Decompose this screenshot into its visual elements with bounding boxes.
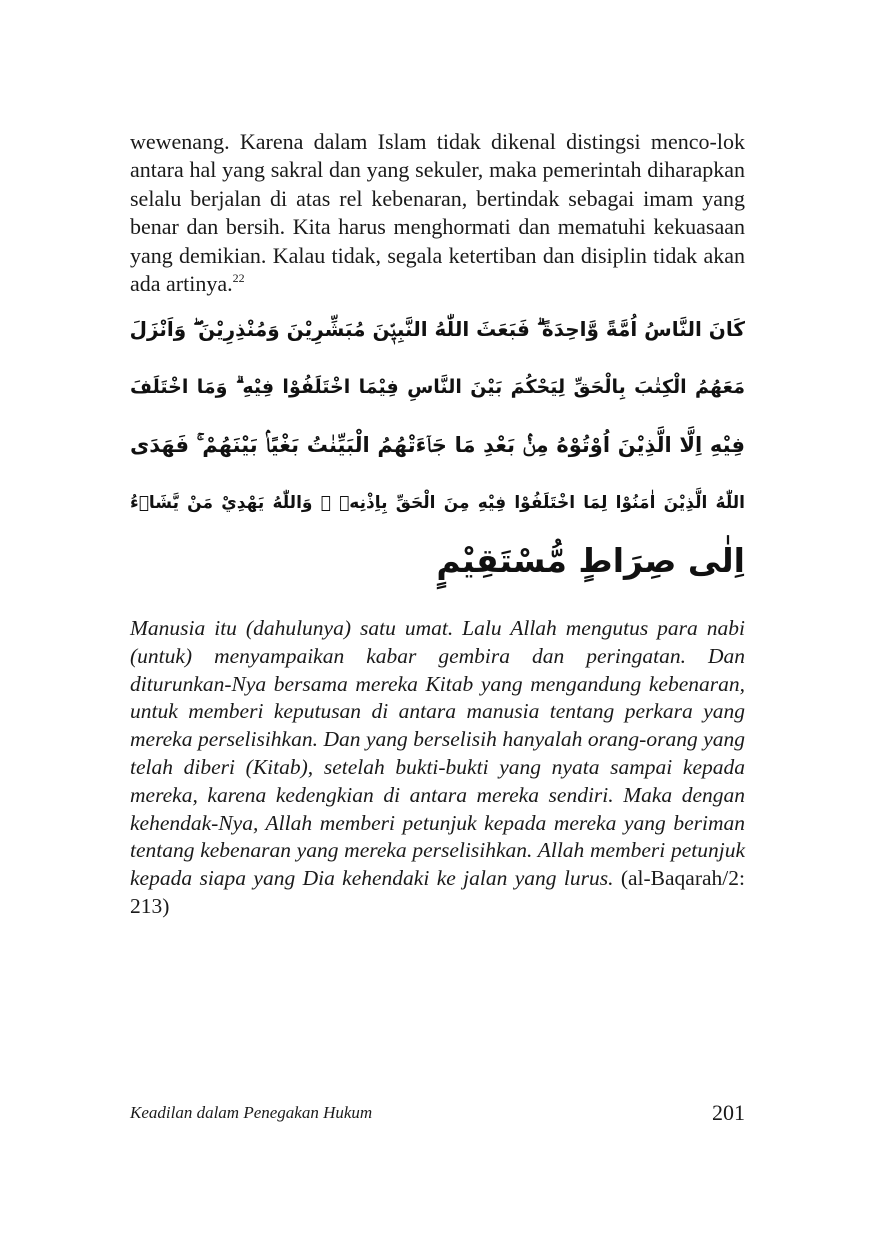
body-paragraph-text: wewenang. Karena dalam Islam tidak dikenal distingsi menco-lok antara hal yang sakral dan yang sekuler, maka pemerintah diharapkan selalu berjalan di atas rel kebenaran, bertindak sebagai imam yang benar dan bersih. Kita harus menghormati dan mematuhi kekuasaan yang demikian. Kalau tidak, segala ketertiban dan disiplin tidak akan ada artinya. bbox=[130, 129, 745, 297]
quran-verse-line: فِيْهِ اِلَّا الَّذِيْنَ اُوْتُوْهُ مِنْۢ بَعْدِ مَا جَاۤءَتْهُمُ الْبَيِّنٰتُ بَغْيًاۢ بَيْنَهُمْ ۚ فَهَدَى bbox=[130, 433, 745, 457]
running-footer-title: Keadilan dalam Penegakan Hukum bbox=[130, 1103, 373, 1122]
footnote-reference: 22 bbox=[232, 271, 245, 286]
quran-verse-line: اِلٰى صِرَاطٍ مُّسْتَقِيْمٍ bbox=[436, 541, 745, 580]
page-number: 201 bbox=[712, 1100, 745, 1125]
body-paragraph bbox=[130, 128, 745, 298]
quran-verse-line: كَانَ النَّاسُ اُمَّةً وَّاحِدَةً ۗ فَبَعَثَ اللّٰهُ النَّبِيّٖنَ مُبَشِّرِيْنَ وَمُنْذِرِيْنَ ۖ وَاَنْزَلَ bbox=[130, 317, 745, 341]
verse-citation: (al-Baqarah/2: 213) bbox=[130, 866, 745, 918]
translation-text: Manusia itu (dahulunya) satu umat. Lalu Allah mengutus para nabi (untuk) menyampaikan kabar gembira dan peringatan. Dan diturunkan-Nya bersama mereka Kitab yang mengandung kebenaran, untuk memberi keputusan di antara manusia tentang perkara yang mereka perselisihkan. Dan yang berselisih hanyalah orang-orang yang telah diberi (Kitab), setelah bukti-bukti yang nyata sampai kepada mereka, karena kedengkian di antara mereka sendiri. Maka dengan kehendak-Nya, Allah memberi petunjuk kepada mereka yang beriman tentang kebenaran yang mereka perselisihkan. Allah memberi petunjuk kepada siapa yang Dia kehendaki ke jalan yang lurus. bbox=[130, 616, 745, 891]
quran-verse-block bbox=[130, 300, 745, 590]
quran-verse-line: مَعَهُمُ الْكِتٰبَ بِالْحَقِّ لِيَحْكُمَ بَيْنَ النَّاسِ فِيْمَا اخْتَلَفُوْا فِيْهِ ۗ وَمَا اخْتَلَفَ bbox=[130, 376, 745, 398]
quran-verse-line: اللّٰهُ الَّذِيْنَ اٰمَنُوْا لِمَا اخْتَلَفُوْا فِيْهِ مِنَ الْحَقِّ بِاِذْنِهٖ ۗ وَاللّٰهُ يَهْدِيْ مَنْ يَّشَاۤءُ bbox=[130, 493, 745, 513]
verse-translation bbox=[130, 615, 745, 921]
